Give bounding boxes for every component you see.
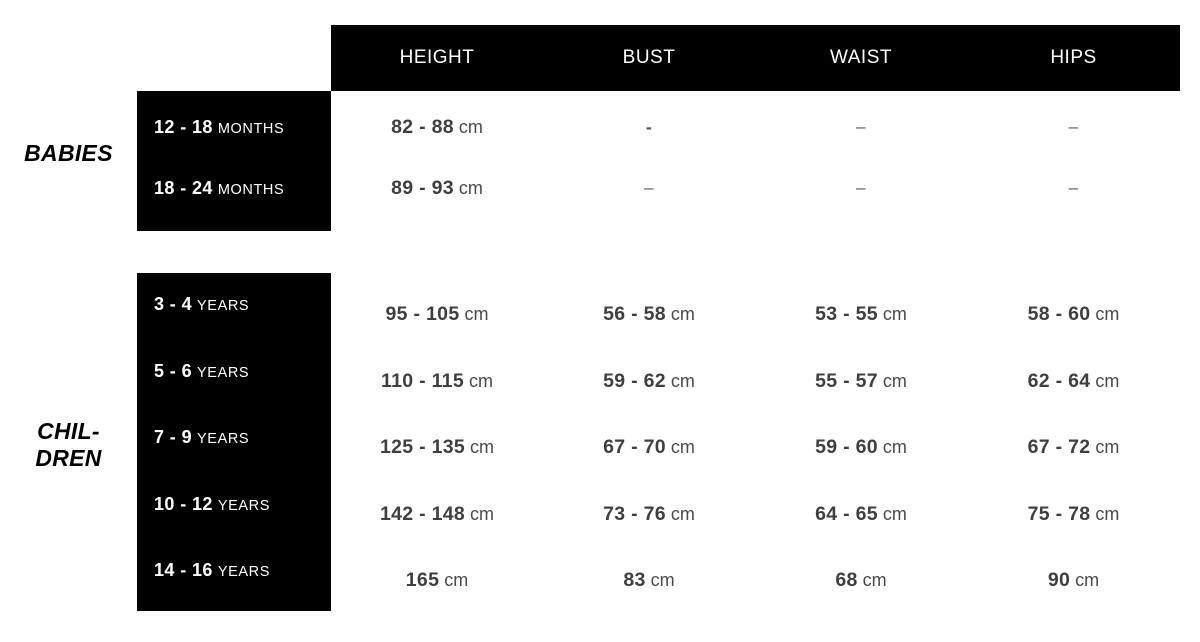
cell-children-3-4-bust: 56 - 58 cm — [603, 303, 695, 325]
cell-children-10-12-height: 142 - 148 cm — [379, 503, 495, 525]
cell-children-7-9-waist: 59 - 60 cm — [815, 436, 907, 458]
cell-children-7-9-hips: 67 - 72 cm — [1027, 436, 1120, 458]
age-number: 12 - 18 — [154, 117, 213, 137]
age-row-7-9-years — [137, 421, 331, 453]
cell-children-3-4-hips: 58 - 60 cm — [1027, 303, 1120, 325]
cell-babies-18-24-height: 89 - 93 cm — [391, 177, 483, 199]
age-unit: YEARS — [197, 298, 250, 314]
cell-children-14-16-height: 165 cm — [405, 569, 469, 591]
cell-children-14-16-bust: 83 cm — [623, 569, 675, 591]
column-header-height: HEIGHT — [399, 47, 475, 68]
column-header-waist: WAIST — [830, 47, 892, 68]
age-number: 7 - 9 — [154, 427, 193, 447]
cell-babies-18-24-bust: – — [644, 178, 654, 197]
cell-children-5-6-bust: 59 - 62 cm — [603, 370, 695, 392]
cell-babies-12-18-waist: – — [856, 117, 866, 136]
column-header-hips: HIPS — [1050, 47, 1097, 68]
cell-children-3-4-height: 95 - 105 cm — [385, 303, 489, 325]
cell-children-14-16-hips: 90 cm — [1047, 569, 1100, 591]
age-unit: YEARS — [217, 564, 271, 580]
cell-babies-12-18-bust: - — [645, 117, 653, 137]
age-number: 14 - 16 — [154, 560, 213, 580]
cell-children-10-12-bust: 73 - 76 cm — [603, 503, 695, 525]
table-header-bar — [331, 25, 1180, 91]
cell-children-7-9-height: 125 - 135 cm — [379, 436, 495, 458]
cell-babies-12-18-hips: – — [1068, 117, 1079, 136]
cell-children-5-6-hips: 62 - 64 cm — [1027, 370, 1120, 392]
cell-babies-18-24-waist: – — [856, 178, 866, 197]
age-number: 5 - 6 — [154, 361, 193, 381]
group-label-babies: BABIES — [24, 140, 113, 166]
group-label-children-line2: DREN — [35, 445, 102, 472]
group-label-children-line1: CHIL- — [37, 418, 100, 444]
age-row-18-24-months — [137, 168, 331, 208]
age-number: 10 - 12 — [154, 494, 213, 514]
age-unit: YEARS — [217, 498, 271, 514]
age-number: 18 - 24 — [154, 178, 213, 198]
age-row-10-12-years — [137, 488, 331, 520]
group-label-children — [0, 418, 137, 472]
cell-babies-12-18-height: 82 - 88 cm — [391, 116, 483, 138]
cell-children-7-9-bust: 67 - 70 cm — [603, 436, 695, 458]
age-unit: YEARS — [197, 431, 250, 447]
age-unit: YEARS — [197, 365, 250, 381]
age-row-3-4-years — [137, 288, 331, 320]
cell-children-10-12-hips: 75 - 78 cm — [1027, 503, 1120, 525]
cell-children-10-12-waist: 64 - 65 cm — [815, 503, 907, 525]
cell-children-5-6-height: 110 - 115 cm — [381, 370, 493, 392]
age-row-12-18-months — [137, 107, 331, 147]
age-number: 3 - 4 — [154, 294, 193, 314]
cell-babies-18-24-hips: – — [1068, 178, 1079, 197]
cell-children-3-4-waist: 53 - 55 cm — [815, 303, 907, 325]
age-row-5-6-years — [137, 355, 331, 387]
age-row-14-16-years — [137, 554, 331, 586]
cell-children-14-16-waist: 68 cm — [835, 569, 887, 591]
column-header-bust: BUST — [622, 47, 676, 68]
age-unit: MONTHS — [217, 121, 285, 137]
age-unit: MONTHS — [217, 182, 285, 198]
cell-children-5-6-waist: 55 - 57 cm — [815, 370, 907, 392]
